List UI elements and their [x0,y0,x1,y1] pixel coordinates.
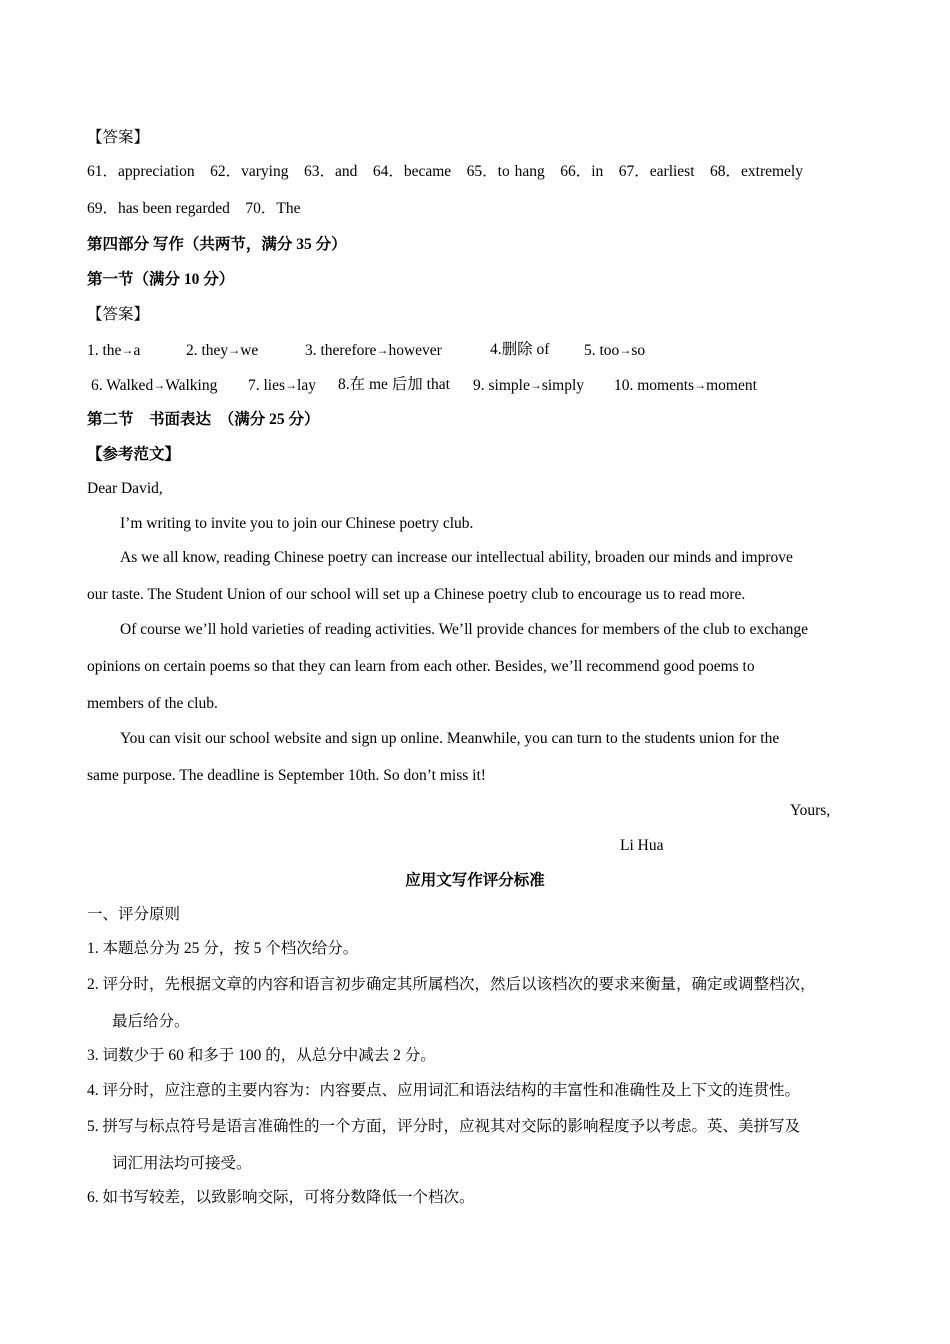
letter-paragraph-line: opinions on certain poems so that they can learn from each other. Besides, we’ll recommend good poems to [87,658,755,675]
section1-heading: 第一节（满分 10 分） [87,271,235,288]
correction-item: 6. Walked→Walking [91,377,218,394]
correction-item: 2. they→we [186,342,259,359]
arrow-icon: → [121,343,134,357]
letter-paragraph-line: our taste. The Student Union of our school will set up a Chinese poetry club to encourage us to read more. [87,586,746,603]
criteria-title: 应用文写作评分标准 [405,872,545,889]
part4-heading: 第四部分 写作（共两节，满分 35 分） [87,236,347,253]
correction-item: 5. too→so [584,342,646,359]
correction-item: 9. simple→simply [473,377,585,394]
criteria-rule: 5. 拼写与标点符号是语言准确性的一个方面，评分时，应视其对交际的影响程度予以考虑。英、美拼写及 [87,1118,801,1135]
correction-item: 10. moments→moment [614,377,757,394]
criteria-rule: 4. 评分时，应注意的主要内容为：内容要点、应用词汇和语法结构的丰富性和准确性及上下文的连贯性。 [87,1082,801,1099]
criteria-rule: 6. 如书写较差，以致影响交际，可将分数降低一个档次。 [87,1189,475,1206]
letter-paragraph: I’m writing to invite you to join our Chinese poetry club. [120,515,474,532]
arrow-icon: → [619,343,632,357]
correction-item: 3. therefore→however [305,342,442,359]
letter-paragraph-line: same purpose. The deadline is September 10th. So don’t miss it! [87,767,486,784]
arrow-icon: → [376,343,389,357]
letter-paragraph-line: members of the club. [87,695,218,712]
letter-paragraph-line: Of course we’ll hold varieties of reading activities. We’ll provide chances for members of the club to exchange [120,621,808,638]
criteria-section-heading: 一、评分原则 [87,906,181,923]
criteria-rule-continuation: 词汇用法均可接受。 [112,1155,252,1172]
letter-closing: Yours, [790,802,831,819]
answer-label: 【答案】 [87,306,150,323]
answer-label: 【答案】 [87,129,150,146]
arrow-icon: → [228,343,241,357]
criteria-rule: 3. 词数少于 60 和多于 100 的，从总分中减去 2 分。 [87,1047,436,1064]
arrow-icon: → [285,378,298,392]
correction-item: 1. the→a [87,342,141,359]
grammar-answers-row-2: 69．has been regarded 70．The [87,200,301,217]
letter-paragraph-line: As we all know, reading Chinese poetry can increase our intellectual ability, broaden our minds and improve [120,549,793,566]
correction-item: 4.删除 of [490,341,550,358]
criteria-rule: 2. 评分时，先根据文章的内容和语言初步确定其所属档次，然后以该档次的要求来衡量，确定或调整档次， [87,976,816,993]
grammar-answers-row-1: 61．appreciation 62．varying 63．and 64．became 65．to hang 66．in 67．earliest 68．extremely [87,163,803,180]
letter-signature: Li Hua [620,837,664,854]
letter-paragraph-line: You can visit our school website and sign up online. Meanwhile, you can turn to the students union for the [120,730,780,747]
section2-heading: 第二节 书面表达 （满分 25 分） [87,411,320,428]
correction-item: 7. lies→lay [248,377,316,394]
criteria-rule: 1. 本题总分为 25 分，按 5 个档次给分。 [87,940,359,957]
criteria-rule-continuation: 最后给分。 [112,1013,190,1030]
correction-item: 8.在 me 后加 that [338,376,450,393]
arrow-icon: → [694,378,707,392]
arrow-icon: → [153,378,166,392]
arrow-icon: → [529,378,542,392]
sample-essay-label: 【参考范文】 [87,446,181,463]
letter-salutation: Dear David, [87,480,163,497]
